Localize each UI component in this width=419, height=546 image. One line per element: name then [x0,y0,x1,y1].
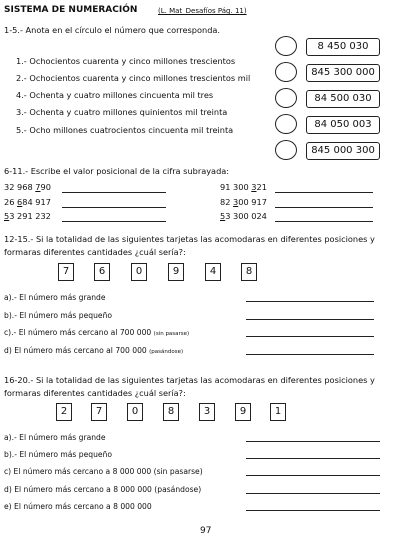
number-card: 8 [163,403,179,421]
section1-instruction: 1-5.- Anota en el círculo el número que corresponda. [4,25,221,35]
answer-line-left-2[interactable] [62,207,166,208]
answer-line-right-3[interactable] [275,221,373,222]
section4-question-a: a).- El número más grande [4,433,106,442]
answer-line-3b[interactable] [246,319,374,320]
page-title: SISTEMA DE NUMERACIÓN [4,5,138,15]
section3-question-b: b).- El número más pequeño [4,311,113,320]
section4-question-d: d) El número más cercano a 8 000 000 (pasándose) [4,485,202,494]
answer-circle-2[interactable] [275,62,297,82]
answer-line-4c[interactable] [246,475,380,476]
place-value-right-2: 82 300 917 [220,197,267,207]
number-card: 0 [131,263,147,281]
number-box-2: 845 300 000 [306,64,380,82]
answer-line-4a[interactable] [246,441,380,442]
answer-circle-3[interactable] [275,88,297,108]
section1-item-5: 5.- Ocho millones cuatrocientos cincuenta mil treinta [16,125,234,135]
answer-line-4b[interactable] [246,458,380,459]
number-card: 9 [168,263,184,281]
number-card: 9 [235,403,251,421]
answer-circle-5[interactable] [275,140,297,160]
section3-instruction-line1: 12-15.- Si la totalidad de las siguientes tarjetas las acomodaras en diferentes posiciones y [4,234,375,244]
number-box-1: 8 450 030 [306,38,380,56]
answer-line-right-1[interactable] [275,192,373,193]
number-card: 6 [94,263,110,281]
place-value-left-2: 26 684 917 [4,197,51,207]
answer-line-3d[interactable] [246,354,374,355]
place-value-right-1: 91 300 321 [220,182,267,192]
answer-line-3c[interactable] [246,336,374,337]
number-box-3: 84 500 030 [306,90,380,108]
section1-item-4: 3.- Ochenta y cuatro millones quinientos mil treinta [16,107,228,117]
answer-circle-1[interactable] [275,36,297,56]
section4-question-e: e) El número más cercano a 8 000 000 [4,502,152,511]
place-value-right-3: 53 300 024 [220,211,267,221]
source-reference: (L. Mat_Desafíos Pág. 11) [158,7,247,15]
section4-instruction-line1: 16-20.- Si la totalidad de las siguientes tarjetas las acomodaras en diferentes posiciones y [4,375,375,385]
section3-instruction-line2: formaras diferentes cantidades ¿cuál sería?: [4,247,186,257]
place-value-left-3: 53 291 232 [4,211,51,221]
answer-line-3a[interactable] [246,301,374,302]
number-box-5: 845 000 300 [306,142,380,160]
answer-line-right-2[interactable] [275,207,373,208]
section1-item-1: 1.- Ochocientos cuarenta y cinco millones trescientos [16,56,236,66]
answer-line-4e[interactable] [246,510,380,511]
answer-line-4d[interactable] [246,493,380,494]
section4-question-c: c) El número más cercano a 8 000 000 (sin pasarse) [4,467,203,476]
section1-item-2: 2.- Ochocientos cuarenta y cinco millones trescientos mil [16,73,251,83]
number-card: 7 [91,403,107,421]
section3-question-a: a).- El número más grande [4,293,106,302]
number-card: 0 [127,403,143,421]
section1-item-3: 4.- Ochenta y cuatro millones cincuenta mil tres [16,90,214,100]
number-card: 1 [270,403,286,421]
answer-line-left-3[interactable] [62,221,166,222]
number-card: 4 [205,263,221,281]
answer-line-left-1[interactable] [62,192,166,193]
number-box-4: 84 050 003 [306,116,380,134]
section3-question-d: d) El número más cercano al 700 000 (pasándose) [4,346,184,355]
number-card: 7 [58,263,74,281]
section4-question-b: b).- El número más pequeño [4,450,113,459]
number-card: 8 [241,263,257,281]
section2-instruction: 6-11.- Escribe el valor posicional de la cifra subrayada: [4,166,230,176]
answer-circle-4[interactable] [275,114,297,134]
section3-question-c: c).- El número más cercano al 700 000 (sin pasarse) [4,328,190,337]
number-card: 2 [56,403,72,421]
page-number: 97 [200,526,212,536]
place-value-left-1: 32 968 790 [4,182,51,192]
number-card: 3 [199,403,215,421]
section4-instruction-line2: formaras diferentes cantidades ¿cuál sería?: [4,388,186,398]
